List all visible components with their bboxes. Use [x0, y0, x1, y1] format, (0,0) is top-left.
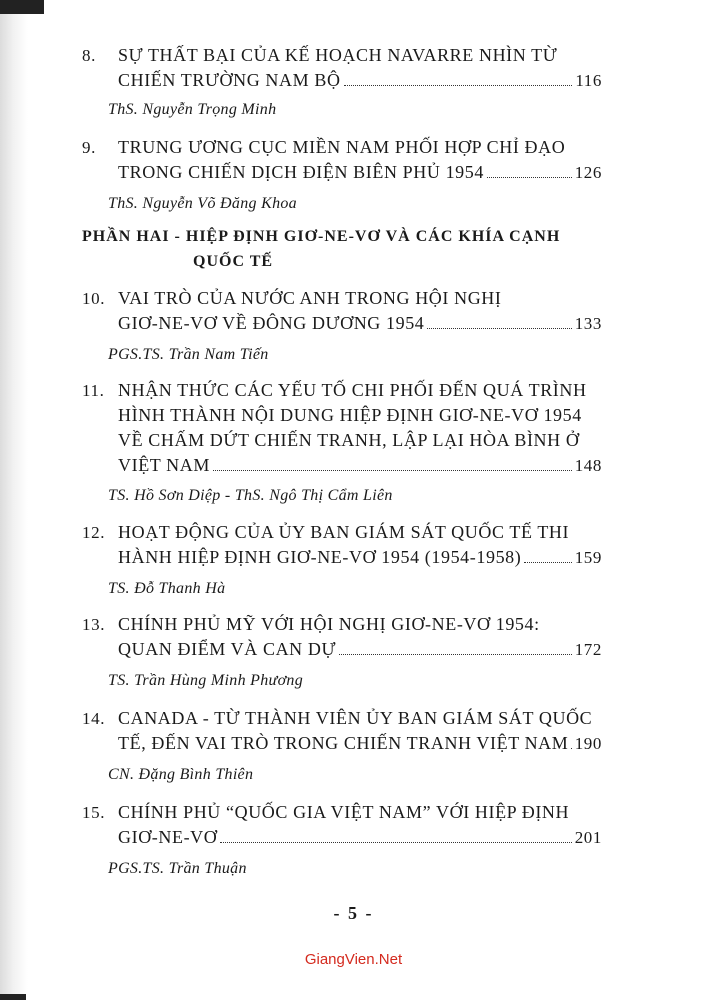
toc-line: [82, 637, 602, 662]
page-number: 172: [574, 640, 602, 659]
toc-entry[interactable]: [82, 378, 602, 478]
leader-dots: [339, 640, 572, 655]
page-number: 126: [574, 163, 602, 182]
entry-title-line: CHÍNH PHỦ “QUỐC GIA VIỆT NAM” VỚI HIỆP ĐỊNH: [118, 802, 570, 822]
toc-entry[interactable]: [82, 286, 602, 336]
scan-corner-mark: [0, 0, 44, 14]
toc-line: [82, 825, 602, 850]
toc-line: [82, 378, 602, 403]
toc-line: [82, 520, 602, 545]
toc-line: [82, 453, 602, 478]
entry-author: TS. Trần Hùng Minh Phương: [108, 672, 304, 689]
entry-number: 15.: [82, 803, 106, 822]
toc-entry[interactable]: [82, 612, 602, 662]
toc-line: [82, 135, 602, 160]
leader-dots: [220, 828, 571, 843]
page-number: 148: [574, 456, 602, 475]
page-number: 201: [574, 828, 602, 847]
toc-line: [82, 428, 602, 453]
page-number: 190: [574, 734, 602, 753]
entry-author: TS. Hồ Sơn Diệp - ThS. Ngô Thị Cẩm Liên: [108, 487, 393, 504]
toc-line: [82, 160, 602, 185]
toc-entry[interactable]: [82, 135, 602, 185]
toc-entry[interactable]: [82, 520, 602, 570]
scan-corner-mark-bottom: [0, 994, 26, 1000]
entry-title-line: NHẬN THỨC CÁC YẾU TỐ CHI PHỐI ĐẾN QUÁ TRÌNH: [118, 380, 587, 400]
toc-line: [82, 731, 602, 756]
entry-title-line: GIƠ-NE-VƠ VỀ ĐÔNG DƯƠNG 1954: [118, 313, 425, 333]
leader-dots: [344, 71, 573, 86]
entry-title-line: TRONG CHIẾN DỊCH ĐIỆN BIÊN PHỦ 1954: [118, 162, 484, 182]
entry-number: 10.: [82, 289, 106, 308]
leader-dots: [427, 314, 571, 329]
entry-number: 13.: [82, 615, 106, 634]
toc-line: [82, 68, 602, 93]
entry-title-line: CHIẾN TRƯỜNG NAM BỘ: [118, 70, 341, 90]
entry-title-line: SỰ THẤT BẠI CỦA KẾ HOẠCH NAVARRE NHÌN TỪ: [118, 45, 558, 65]
page-number: 116: [575, 71, 602, 90]
toc-line: [82, 800, 602, 825]
entry-title-line: CHÍNH PHỦ MỸ VỚI HỘI NGHỊ GIƠ-NE-VƠ 1954:: [118, 614, 540, 634]
leader-dots: [524, 548, 571, 563]
watermark-link[interactable]: GiangVien.Net: [304, 951, 403, 968]
entry-author: ThS. Nguyễn Trọng Minh: [108, 101, 277, 118]
toc-line: [82, 43, 602, 68]
toc-line: [82, 706, 602, 731]
toc-entry[interactable]: [82, 706, 602, 756]
part-heading: PHẦN HAI - HIỆP ĐỊNH GIƠ-NE-VƠ VÀ CÁC KHÍA CẠNH: [82, 228, 561, 245]
entry-author: ThS. Nguyễn Võ Đăng Khoa: [108, 195, 297, 212]
entry-author: PGS.TS. Trần Thuận: [108, 860, 247, 877]
toc-entry[interactable]: [82, 43, 602, 93]
page-folio: - 5 -: [333, 903, 374, 923]
entry-title-line: HÌNH THÀNH NỘI DUNG HIỆP ĐỊNH GIƠ-NE-VƠ 1954: [118, 405, 582, 425]
binding-shadow: [0, 0, 28, 1000]
toc-line: [82, 545, 602, 570]
entry-title-line: VỀ CHẤM DỨT CHIẾN TRANH, LẬP LẠI HÒA BÌNH Ở: [118, 430, 580, 450]
entry-title-line: QUAN ĐIỂM VÀ CAN DỰ: [118, 639, 337, 659]
toc-line: [82, 286, 602, 311]
toc-entry[interactable]: [82, 800, 602, 850]
toc-line: [82, 311, 602, 336]
entry-title-line: TRUNG ƯƠNG CỤC MIỀN NAM PHỐI HỢP CHỈ ĐẠO: [118, 137, 566, 157]
entry-title-line: HÀNH HIỆP ĐỊNH GIƠ-NE-VƠ 1954 (1954-1958): [118, 547, 522, 567]
entry-title-line: GIƠ-NE-VƠ: [118, 827, 218, 847]
leader-dots: [487, 163, 572, 178]
part-heading-continued: QUỐC TẾ: [193, 253, 274, 270]
entry-number: 11.: [82, 381, 105, 400]
entry-author: PGS.TS. Trần Nam Tiến: [108, 346, 269, 363]
page-number: 159: [574, 548, 602, 567]
entry-author: CN. Đặng Bình Thiên: [108, 766, 254, 783]
entry-title-line: HOẠT ĐỘNG CỦA ỦY BAN GIÁM SÁT QUỐC TẾ THI: [118, 522, 570, 542]
entry-title-line: CANADA - TỪ THÀNH VIÊN ỦY BAN GIÁM SÁT QUỐC: [118, 708, 593, 728]
entry-title-line: VIỆT NAM: [118, 455, 210, 475]
entry-number: 9.: [82, 138, 96, 157]
entry-title-line: TẾ, ĐẾN VAI TRÒ TRONG CHIẾN TRANH VIỆT NAM: [118, 733, 569, 753]
entry-author: TS. Đỗ Thanh Hà: [108, 580, 226, 597]
leader-dots: [213, 456, 572, 471]
entry-number: 14.: [82, 709, 106, 728]
entry-number: 12.: [82, 523, 106, 542]
entry-number: 8.: [82, 46, 96, 65]
toc-line: [82, 612, 602, 637]
page-number: 133: [574, 314, 602, 333]
toc-line: [82, 403, 602, 428]
entry-title-line: VAI TRÒ CỦA NƯỚC ANH TRONG HỘI NGHỊ: [118, 288, 502, 308]
